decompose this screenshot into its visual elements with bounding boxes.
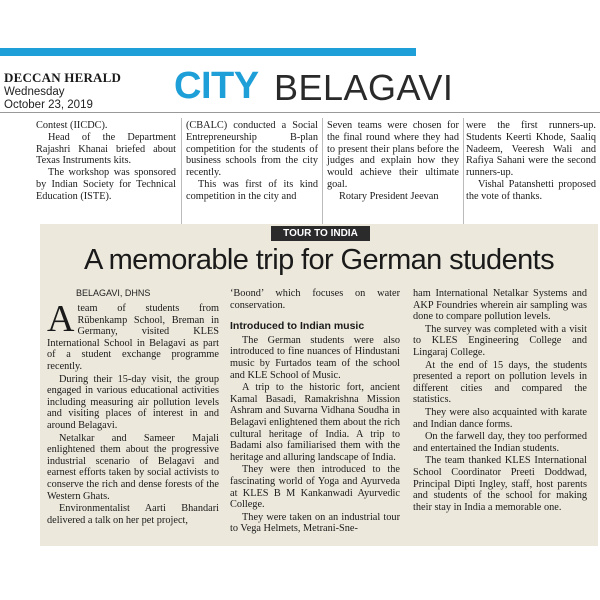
paragraph: were the first runners-up. Students Keerti Khode, Saaliq Nadeem, Veeresh Wali and Rafiya Sahani were the second runners-up. — [466, 120, 596, 179]
paragraph: Vishal Patanshetti proposed the vote of thanks. — [466, 178, 596, 202]
paragraph: Environmentalist Aarti Bhandari delivered a talk on her pet project, — [47, 503, 219, 526]
article-column-3 — [413, 288, 587, 514]
paragraph: The workshop was sponsored by Indian Society for Technical Education (ISTE). — [36, 167, 176, 202]
paragraph: They were then introduced to the fascinating world of Yoga and Ayurveda at KLES B M Kankanwadi Ayurvedic College. — [230, 464, 400, 511]
column-divider — [322, 118, 323, 224]
article-byline: BELAGAVI, DHNS — [76, 288, 151, 298]
paragraph: They were taken on an industrial tour to Vega Helmets, Metrani-Sne- — [230, 511, 400, 535]
paragraph: They were also acquainted with karate and Indian dance forms. — [413, 406, 587, 430]
paragraph: The survey was completed with a visit to KLES Engineering College and Lingaraj College. — [413, 323, 587, 358]
section-title-city: CITY — [174, 65, 259, 107]
masthead — [4, 70, 121, 112]
top-column-2 — [186, 120, 318, 203]
paragraph: The German students were also introduced to fine nuances of Hindustani music by Furtados team of the school and KLE School of Music. — [230, 334, 400, 381]
article-headline: A memorable trip for German students — [84, 244, 554, 276]
paragraph: During their 15-day visit, the group engaged in various educational activities including measuring air pollution levels and visiting places of interest in and around Belagavi. — [47, 373, 219, 431]
paragraph: Rotary President Jeevan — [339, 190, 439, 202]
header-rule — [0, 112, 600, 113]
paragraph: Seven teams were chosen for the final round where they had to present their plans before the judges and explain how they would achieve their ultimate goal. — [327, 120, 459, 190]
paragraph: Netalkar and Sameer Majali enlightened them about the progressive industrial scenario of Belagavi and earnest efforts taken by social activists to conserve the rich and dense forests of the Western Ghats. — [47, 432, 219, 502]
paragraph: This was first of its kind competition in the city and — [186, 178, 318, 202]
column-divider — [181, 118, 182, 224]
publication-name: DECCAN HERALD — [4, 70, 122, 85]
paragraph: At the end of 15 days, the students presented a report on pollution levels in different cities and compared the statistics. — [413, 359, 587, 406]
column-divider — [463, 118, 464, 224]
section-title-location: BELAGAVI — [274, 67, 454, 108]
drop-cap: A — [47, 298, 75, 340]
paragraph: ham International Netalkar Systems and AKP Foundries wherein air sampling was done to compare pollution levels. — [413, 288, 587, 323]
section-tag: TOUR TO INDIA — [271, 226, 370, 241]
paragraph: The team thanked KLES International School Coordinator Preeti Doddwad, Principal Dipti Ingley, staff, host parents and students of the school for making their stay in India a memorable one. — [413, 455, 587, 513]
paragraph: Contest (IICDC). — [36, 120, 108, 131]
publication-date: October 23, 2019 — [4, 99, 93, 111]
paragraph: (CBALC) conducted a Social Entrepreneurship B-plan competition for the students of business schools from the city recently. — [186, 120, 318, 179]
article-column-2 — [230, 288, 400, 536]
paragraph: On the farwell day, they too performed and entertained the Indian students. — [413, 431, 587, 454]
article-subhead: Introduced to Indian music — [230, 320, 365, 333]
paragraph: ‘Boond’ which focuses on water conservation. — [230, 288, 400, 311]
paragraph: Head of the Department Rajashri Khanai briefed about Texas Instruments kits. — [36, 131, 176, 167]
lead-text: team of students from Rübenkamp School, Breman in Germany, visited KLES International School in Belagavi as part of a student exchange programme recently. — [47, 303, 219, 372]
top-column-1 — [36, 120, 176, 203]
top-column-3 — [327, 120, 459, 203]
article-column-1 — [47, 298, 219, 527]
lead-paragraph — [47, 298, 219, 373]
paragraph: A trip to the historic fort, ancient Kamal Basadi, Ramakrishna Mission Ashram and Suvarna Vidhana Soudha in Belagavi enlightened them about the rich cultural heritage of India. A trip to Badami also familiarised them with the heritage and alluring landscape of India. — [230, 382, 400, 463]
top-column-4 — [466, 120, 596, 203]
weekday: Wednesday — [4, 86, 65, 98]
masthead-accent-bar — [0, 48, 416, 56]
